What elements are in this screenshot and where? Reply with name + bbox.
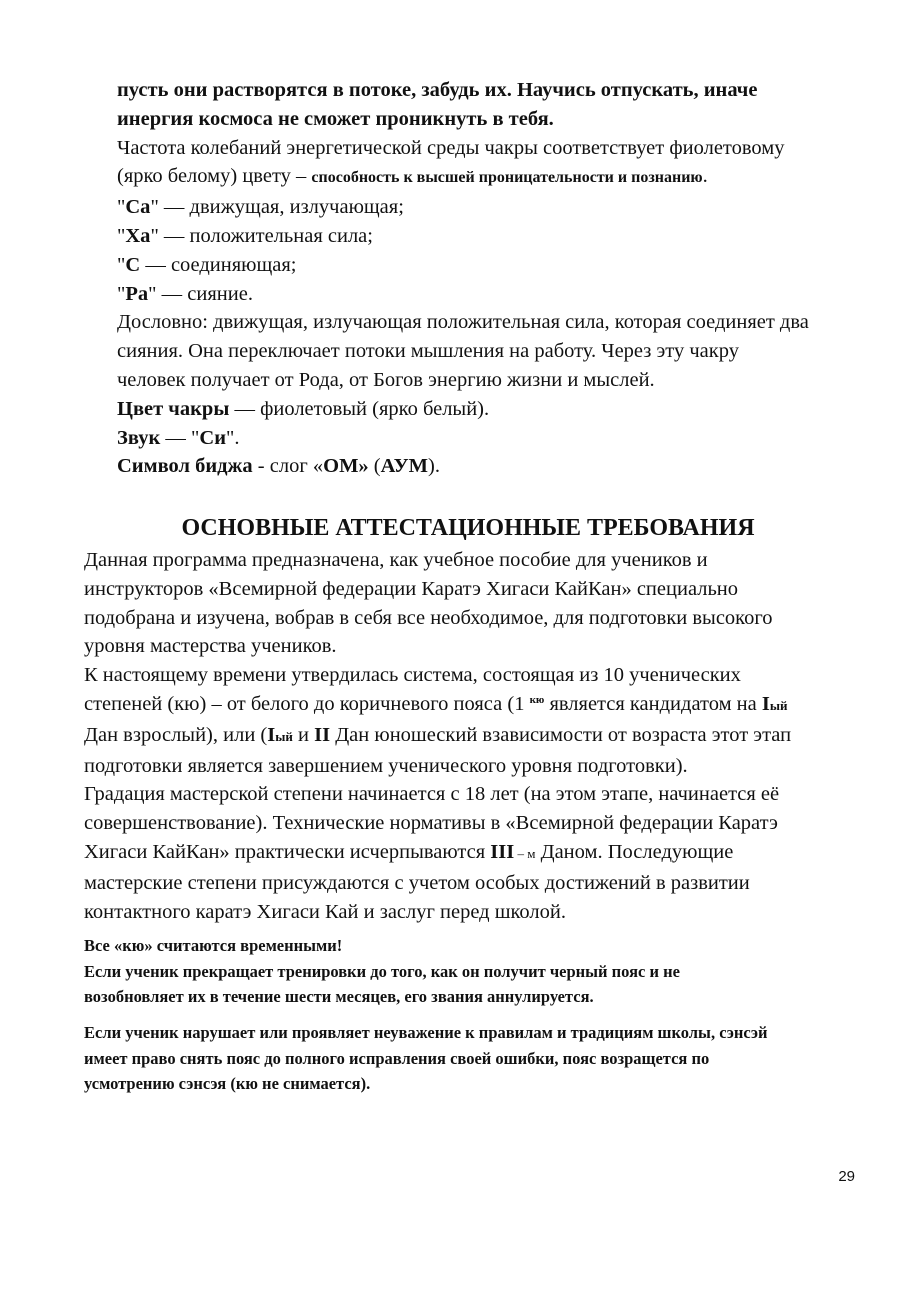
paragraph-line [84, 838, 791, 869]
page-number: 29 [838, 1168, 855, 1185]
paragraph-line: совершенствование). Технические нормативы в «Всемирной федерации Каратэ [84, 812, 778, 835]
paragraph-line: К настоящему времени утвердилась система, состоящая из 10 ученических [84, 664, 741, 687]
attestation-requirements-section [84, 546, 791, 926]
text-run: ". [226, 426, 240, 449]
syllable: Ра [125, 282, 149, 305]
text-run: " [117, 196, 126, 219]
paragraph-line: уровня мастерства учеников. [84, 635, 337, 658]
note-line: Если ученик нарушает или проявляет неуважение к правилам и традициям школы, сэнсэй [84, 1023, 768, 1042]
paragraph-line: инструкторов «Всемирной федерации Каратэ Хигаси КайКан» специально [84, 577, 739, 600]
syllable-ha-line [117, 222, 809, 251]
text-run: — фиолетовый (ярко белый). [229, 397, 490, 420]
label: Символ биджа [117, 455, 253, 478]
note-line: Все «кю» считаются временными! [84, 936, 343, 955]
chakra-color-line [117, 395, 809, 424]
text-run: степеней (кю) – от белого до коричневого пояса (1 [84, 692, 530, 715]
text-run: (ярко белому) цвету – [117, 165, 312, 188]
ordinal-suffix: – м [514, 845, 536, 861]
symbol-om: ОМ» [323, 455, 369, 478]
roman-numeral: I [761, 692, 770, 715]
bold-text: способность к высшей проницательности и познанию [311, 169, 703, 187]
text-run: — соединяющая; [140, 253, 297, 276]
syllable-s-line [117, 251, 809, 280]
chakra-description-section [117, 76, 809, 481]
syllable: С [125, 253, 141, 276]
syllable: Ха [125, 224, 151, 247]
bold-text: инергия космоса не сможет проникнуть в тебя. [117, 107, 554, 130]
paragraph-line: человек получает от Рода, от Богов энергию жизни и мыслей. [117, 368, 655, 391]
paragraph-line [117, 76, 809, 105]
section-heading: ОСНОВНЫЕ АТТЕСТАЦИОННЫЕ ТРЕБОВАНИЯ [181, 515, 755, 541]
paragraph-line [117, 105, 809, 134]
note-line: возобновляет их в течение шести месяцев, его звания аннулируется. [84, 987, 594, 1006]
text-run: " — движущая, излучающая; [150, 196, 404, 219]
chakra-sound-line [117, 424, 809, 453]
text-run: - слог « [252, 455, 324, 478]
paragraph-line: Градация мастерской степени начинается с 18 лет (на этом этапе, начинается её [84, 783, 780, 806]
syllable: Са [125, 196, 151, 219]
roman-numeral: I [267, 723, 276, 746]
roman-numeral: II [314, 723, 331, 746]
text-run: Дан взрослый), или ( [84, 723, 268, 746]
paragraph-line: Дословно: движущая, излучающая положительная сила, которая соединяет два [117, 311, 809, 334]
paragraph-line [84, 690, 791, 721]
paragraph-line: подготовки является завершением ученического уровня подготовки). [84, 754, 688, 777]
text-run: " [117, 282, 126, 305]
kyu-superscript: кю [529, 693, 545, 706]
paragraph-line: контактного каратэ Хигаси Кай и заслуг перед школой. [84, 900, 566, 923]
label: Цвет чакры [117, 397, 230, 420]
bija-symbol-line [117, 452, 809, 481]
symbol-aum: АУМ [380, 455, 429, 478]
note-line: усмотрению сэнсэя (кю не снимается). [84, 1074, 371, 1093]
paragraph-line: сияния. Она переключает потоки мышления на работу. Через эту чакру [117, 340, 739, 363]
text-run: . [702, 165, 708, 188]
label: Звук [117, 426, 161, 449]
note-line: имеет право снять пояс до полного исправления своей ошибки, пояс возращется по [84, 1048, 710, 1068]
sound-value: Си [199, 426, 227, 449]
text-run: Хигаси КайКан» практически исчерпываются [84, 840, 491, 863]
text-run: ( [368, 455, 381, 478]
text-run: Дан юношеский взависимости от возраста этот этап [330, 723, 792, 746]
paragraph-line [84, 721, 791, 752]
text-run: и [292, 723, 315, 746]
paragraph-line: Частота колебаний энергетической среды чакры соответствует фиолетовому [117, 136, 785, 159]
bold-text: пусть они растворятся в потоке, забудь их. Научись отпускать, иначе [117, 79, 758, 101]
note-line: Если ученик прекращает тренировки до того, как он получит черный пояс и не [84, 961, 680, 981]
text-run: — " [160, 426, 200, 449]
paragraph-line: Данная программа предназначена, как учебное пособие для учеников и [84, 549, 708, 571]
text-run: " [117, 253, 126, 276]
syllable-ra-line [117, 280, 809, 309]
paragraph-line: подобрана и изучена, вобрав в себя все необходимое, для подготовки высокого [84, 606, 773, 629]
paragraph-line: мастерские степени присуждаются с учетом особых достижений в развитии [84, 871, 750, 894]
text-run: " [117, 224, 126, 247]
paragraph-line [117, 162, 809, 193]
text-run: Даном. Последующие [535, 840, 734, 863]
ordinal-suffix: ый [275, 728, 293, 744]
roman-numeral: III [490, 840, 515, 863]
text-run: " — положительная сила; [150, 224, 373, 247]
text-run: " — сияние. [148, 282, 253, 305]
ordinal-suffix: ый [769, 697, 788, 713]
kyu-temporary-note [84, 933, 680, 1010]
syllable-sa-line [117, 193, 809, 222]
belt-removal-note [84, 1020, 768, 1097]
text-run: является кандидатом на [544, 692, 762, 715]
text-run: ). [428, 455, 440, 478]
